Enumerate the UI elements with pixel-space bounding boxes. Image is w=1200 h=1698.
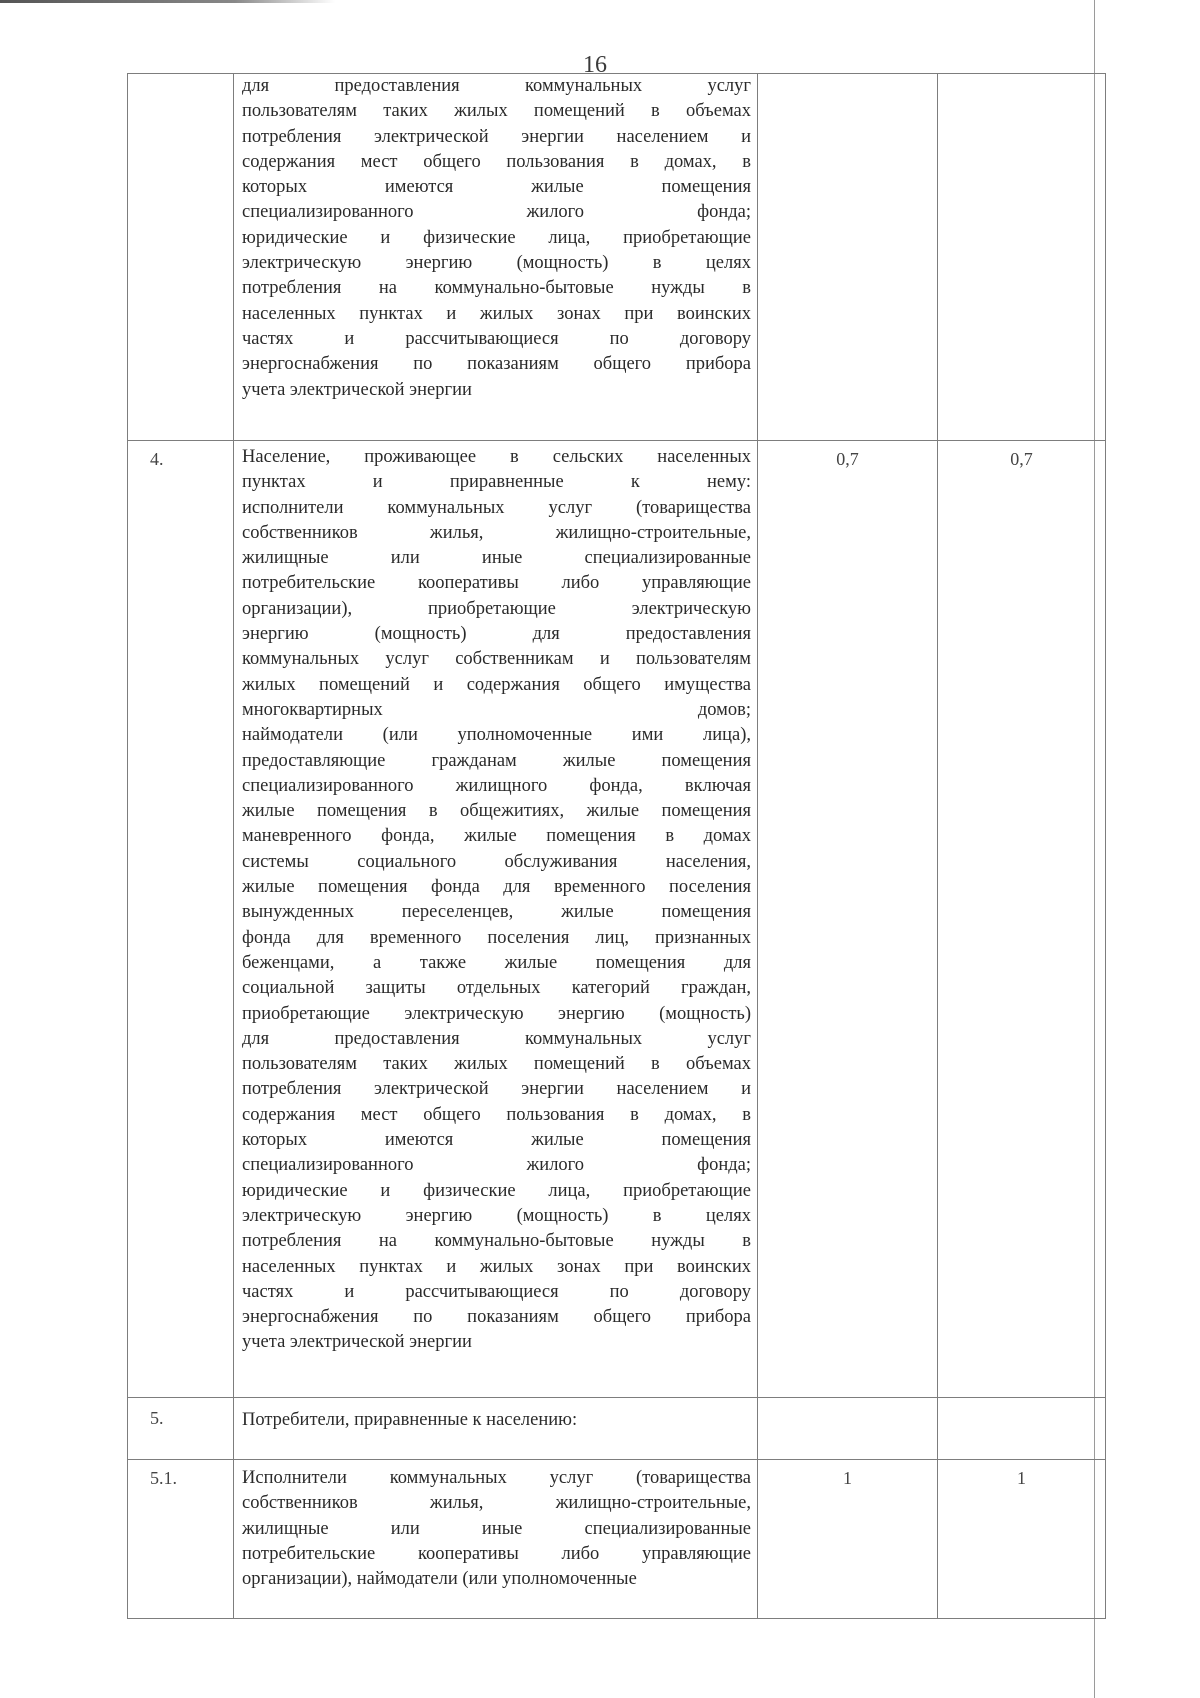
text-line: жилые помещения в общежитиях, жилые помещения: [242, 801, 751, 822]
text-line: собственников жилья, жилищно-строительные,: [242, 522, 751, 543]
text-line: электрическую энергию (мощность) в целях: [242, 1205, 751, 1226]
text-line: Исполнители коммунальных услуг (товарищества: [242, 1468, 751, 1488]
row-description-cell: [234, 1398, 758, 1460]
row-description-cell: [234, 1460, 758, 1619]
page-number: 16: [583, 52, 607, 78]
text-line: потребления на коммунально-бытовые нужды в: [242, 1231, 751, 1252]
text-line: электрическую энергию (мощность) в целях: [242, 253, 751, 274]
text-line: организации), наймодатели (или уполномоченные: [242, 1569, 637, 1590]
text-line: потребительские кооперативы либо управляющие: [242, 573, 751, 594]
value-cell-2: 0,7: [938, 441, 1106, 1398]
text-line: беженцами, а также жилые помещения для: [242, 952, 751, 973]
text-line: жилищные или иные специализированные: [242, 1518, 751, 1539]
text-line: потребления электрической энергии населением и: [242, 1079, 751, 1100]
row-number-cell: 4.: [128, 441, 234, 1398]
table-row: [128, 1398, 1106, 1460]
text-line: жилые помещения фонда для временного поселения: [242, 877, 751, 898]
text-line: пользователям таких жилых помещений в объемах: [242, 101, 751, 122]
row-description-cell: [234, 74, 758, 441]
table-row: [128, 74, 1106, 441]
value-cell-2: [938, 1398, 1106, 1460]
text-line: содержания мест общего пользования в домах, в: [242, 151, 751, 172]
text-line: частях и рассчитывающиеся по договору: [242, 328, 751, 349]
value-cell-1: 1: [758, 1460, 938, 1619]
text-line: которых имеются жилые помещения: [242, 1130, 751, 1151]
text-line: вынужденных переселенцев, жилые помещения: [242, 902, 751, 923]
text-line: энергоснабжения по показаниям общего прибора: [242, 1307, 751, 1328]
text-line: Население, проживающее в сельских населенных: [242, 447, 751, 467]
text-line: фонда для временного поселения лиц, признанных: [242, 927, 751, 948]
text-line: потребления на коммунально-бытовые нужды в: [242, 278, 751, 299]
scan-edge-top: [0, 0, 335, 3]
text-line: энергоснабжения по показаниям общего прибора: [242, 354, 751, 375]
text-line: предоставляющие гражданам жилые помещения: [242, 750, 751, 771]
text-line: частях и рассчитывающиеся по договору: [242, 1281, 751, 1302]
text-line: населенных пунктах и жилых зонах при воинских: [242, 303, 751, 324]
text-line: жилых помещений и содержания общего имущества: [242, 674, 751, 695]
text-line: организации), приобретающие электрическую: [242, 598, 751, 619]
text-line: социальной защиты отдельных категорий граждан,: [242, 978, 751, 999]
value-cell-1: 0,7: [758, 441, 938, 1398]
text-line: юридические и физические лица, приобретающие: [242, 227, 751, 248]
text-line: исполнители коммунальных услуг (товарищества: [242, 497, 751, 518]
text-line: которых имеются жилые помещения: [242, 177, 751, 198]
text-line: потребления электрической энергии населением и: [242, 126, 751, 147]
text-line: Потребители, приравненные к населению:: [242, 1410, 578, 1430]
table-row: [128, 1460, 1106, 1619]
row-description-cell: [234, 441, 758, 1398]
value-cell-2: [938, 74, 1106, 441]
text-line: наймодатели (или уполномоченные ими лица),: [242, 725, 751, 746]
text-line: многоквартирных домов;: [242, 699, 751, 720]
text-line: маневренного фонда, жилые помещения в домах: [242, 826, 751, 847]
value-cell-1: [758, 1398, 938, 1460]
text-line: специализированного жилого фонда;: [242, 1155, 751, 1176]
text-line: энергию (мощность) для предоставления: [242, 624, 751, 645]
text-line: приобретающие электрическую энергию (мощность): [242, 1003, 751, 1024]
tariff-table: [127, 73, 1106, 1619]
text-line: собственников жилья, жилищно-строительные,: [242, 1493, 751, 1514]
text-line: учета электрической энергии: [242, 1332, 472, 1353]
text-line: жилищные или иные специализированные: [242, 548, 751, 569]
text-line: специализированного жилищного фонда, включая: [242, 775, 751, 796]
text-line: учета электрической энергии: [242, 379, 472, 400]
text-line: населенных пунктах и жилых зонах при воинских: [242, 1256, 751, 1277]
row-number-cell: [128, 74, 234, 441]
text-line: коммунальных услуг собственникам и пользователям: [242, 649, 751, 670]
text-line: для предоставления коммунальных услуг: [242, 76, 751, 96]
text-line: пользователям таких жилых помещений в объемах: [242, 1054, 751, 1075]
text-line: содержания мест общего пользования в домах, в: [242, 1104, 751, 1125]
text-line: юридические и физические лица, приобретающие: [242, 1180, 751, 1201]
value-cell-1: [758, 74, 938, 441]
text-line: пунктах и приравненные к нему:: [242, 472, 751, 493]
text-line: системы социального обслуживания населения,: [242, 851, 751, 872]
value-cell-2: 1: [938, 1460, 1106, 1619]
row-number-cell: 5.1.: [128, 1460, 234, 1619]
text-line: потребительские кооперативы либо управляющие: [242, 1543, 751, 1564]
text-line: специализированного жилого фонда;: [242, 202, 751, 223]
table-row: [128, 441, 1106, 1398]
text-line: для предоставления коммунальных услуг: [242, 1028, 751, 1049]
row-number-cell: 5.: [128, 1398, 234, 1460]
